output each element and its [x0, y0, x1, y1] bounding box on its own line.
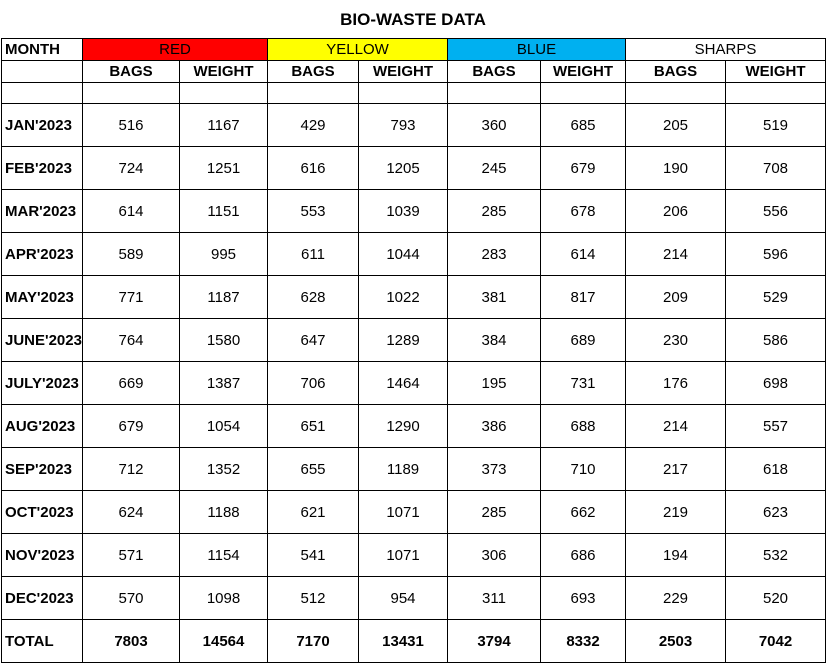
cell-yellow-bags[interactable]: 553 [268, 190, 359, 233]
header-red-bags[interactable]: BAGS [83, 61, 180, 83]
cell-sharps-weight[interactable]: 529 [726, 276, 826, 319]
cell-red-weight[interactable]: 1251 [180, 147, 268, 190]
cell-red-bags[interactable]: 571 [83, 534, 180, 577]
cell-yellow-weight[interactable]: 954 [359, 577, 448, 620]
header-category-blue[interactable]: BLUE [448, 39, 626, 61]
month-cell[interactable]: MAY'2023 [2, 276, 83, 319]
header-category-yellow[interactable]: YELLOW [268, 39, 448, 61]
cell-sharps-weight[interactable]: 556 [726, 190, 826, 233]
total-label-cell[interactable]: TOTAL [2, 620, 83, 663]
cell-red-weight[interactable]: 1167 [180, 104, 268, 147]
cell-blue-weight[interactable]: 731 [541, 362, 626, 405]
month-cell[interactable]: NOV'2023 [2, 534, 83, 577]
cell-yellow-bags[interactable]: 647 [268, 319, 359, 362]
cell-blue-bags[interactable]: 311 [448, 577, 541, 620]
cell-blue-bags[interactable]: 245 [448, 147, 541, 190]
cell-sharps-weight[interactable]: 623 [726, 491, 826, 534]
cell-blue-weight[interactable]: 693 [541, 577, 626, 620]
cell-blue-weight[interactable]: 685 [541, 104, 626, 147]
cell-yellow-bags[interactable]: 651 [268, 405, 359, 448]
cell-yellow-bags[interactable]: 541 [268, 534, 359, 577]
cell-red-weight[interactable]: 1387 [180, 362, 268, 405]
cell-blue-weight[interactable]: 678 [541, 190, 626, 233]
cell-yellow-bags[interactable]: 616 [268, 147, 359, 190]
header-blue-bags[interactable]: BAGS [448, 61, 541, 83]
blank-cell[interactable] [726, 83, 826, 104]
header-yellow-weight[interactable]: WEIGHT [359, 61, 448, 83]
cell-red-bags[interactable]: 771 [83, 276, 180, 319]
cell-sharps-bags[interactable]: 229 [626, 577, 726, 620]
cell-sharps-weight[interactable]: 596 [726, 233, 826, 276]
table-row [2, 276, 826, 319]
cell-red-weight[interactable]: 1151 [180, 190, 268, 233]
header-month-cell[interactable] [2, 39, 83, 61]
total-yellow-weight[interactable]: 13431 [359, 620, 448, 663]
cell-yellow-weight[interactable]: 1044 [359, 233, 448, 276]
total-red-bags[interactable]: 7803 [83, 620, 180, 663]
cell-blue-bags[interactable]: 285 [448, 491, 541, 534]
month-cell[interactable]: AUG'2023 [2, 405, 83, 448]
month-cell[interactable]: JULY'2023 [2, 362, 83, 405]
total-row [2, 620, 826, 663]
total-sharps-bags[interactable]: 2503 [626, 620, 726, 663]
cell-yellow-weight[interactable]: 1189 [359, 448, 448, 491]
table-row [2, 104, 826, 147]
header-red-weight[interactable]: WEIGHT [180, 61, 268, 83]
month-cell[interactable]: DEC'2023 [2, 577, 83, 620]
blank-cell[interactable] [83, 83, 180, 104]
blank-cell[interactable] [541, 83, 626, 104]
cell-yellow-weight[interactable]: 1022 [359, 276, 448, 319]
cell-sharps-bags[interactable]: 217 [626, 448, 726, 491]
cell-red-weight[interactable]: 1580 [180, 319, 268, 362]
cell-red-weight[interactable]: 1154 [180, 534, 268, 577]
cell-blue-bags[interactable]: 195 [448, 362, 541, 405]
header-yellow-bags[interactable]: BAGS [268, 61, 359, 83]
cell-yellow-weight[interactable]: 1464 [359, 362, 448, 405]
cell-yellow-bags[interactable]: 655 [268, 448, 359, 491]
month-cell[interactable]: MAR'2023 [2, 190, 83, 233]
cell-red-bags[interactable]: 679 [83, 405, 180, 448]
blank-cell[interactable] [2, 83, 83, 104]
cell-red-bags[interactable]: 614 [83, 190, 180, 233]
cell-yellow-bags[interactable]: 429 [268, 104, 359, 147]
blank-cell[interactable] [448, 83, 541, 104]
header-row-categories [2, 39, 826, 61]
cell-red-weight[interactable]: 1098 [180, 577, 268, 620]
cell-sharps-weight[interactable]: 708 [726, 147, 826, 190]
table-row [2, 319, 826, 362]
blank-spacer-row [2, 83, 826, 104]
month-cell[interactable]: JUNE'2023 [2, 319, 83, 362]
bio-waste-table [1, 38, 826, 663]
cell-red-bags[interactable]: 624 [83, 491, 180, 534]
table-row [2, 534, 826, 577]
header-sharps-bags[interactable]: BAGS [626, 61, 726, 83]
cell-red-weight[interactable]: 995 [180, 233, 268, 276]
cell-red-bags[interactable]: 570 [83, 577, 180, 620]
table-row [2, 491, 826, 534]
header-empty-cell[interactable] [2, 61, 83, 83]
cell-sharps-weight[interactable]: 532 [726, 534, 826, 577]
cell-red-bags[interactable]: 516 [83, 104, 180, 147]
cell-blue-bags[interactable]: 373 [448, 448, 541, 491]
cell-sharps-weight[interactable]: 586 [726, 319, 826, 362]
sheet-title: BIO-WASTE DATA [340, 10, 486, 29]
cell-sharps-bags[interactable]: 209 [626, 276, 726, 319]
cell-sharps-bags[interactable]: 176 [626, 362, 726, 405]
cell-red-bags[interactable]: 764 [83, 319, 180, 362]
cell-blue-weight[interactable]: 679 [541, 147, 626, 190]
table-row [2, 448, 826, 491]
cell-red-bags[interactable]: 669 [83, 362, 180, 405]
blank-cell[interactable] [268, 83, 359, 104]
cell-blue-bags[interactable]: 384 [448, 319, 541, 362]
month-cell[interactable]: APR'2023 [2, 233, 83, 276]
cell-yellow-bags[interactable]: 621 [268, 491, 359, 534]
table-row [2, 362, 826, 405]
blank-cell[interactable] [180, 83, 268, 104]
cell-blue-bags[interactable]: 285 [448, 190, 541, 233]
cell-red-bags[interactable]: 712 [83, 448, 180, 491]
cell-red-bags[interactable]: 724 [83, 147, 180, 190]
cell-sharps-weight[interactable]: 618 [726, 448, 826, 491]
total-red-weight[interactable]: 14564 [180, 620, 268, 663]
cell-yellow-weight[interactable]: 1071 [359, 534, 448, 577]
total-sharps-weight[interactable]: 7042 [726, 620, 826, 663]
cell-sharps-weight[interactable]: 519 [726, 104, 826, 147]
total-blue-bags[interactable]: 3794 [448, 620, 541, 663]
cell-red-bags[interactable]: 589 [83, 233, 180, 276]
month-cell[interactable]: JAN'2023 [2, 104, 83, 147]
table-row [2, 190, 826, 233]
blank-cell[interactable] [359, 83, 448, 104]
cell-yellow-bags[interactable]: 512 [268, 577, 359, 620]
blank-cell[interactable] [626, 83, 726, 104]
cell-sharps-bags[interactable]: 194 [626, 534, 726, 577]
cell-blue-bags[interactable]: 360 [448, 104, 541, 147]
cell-sharps-bags[interactable]: 214 [626, 405, 726, 448]
month-cell[interactable]: SEP'2023 [2, 448, 83, 491]
cell-sharps-bags[interactable]: 190 [626, 147, 726, 190]
cell-yellow-weight[interactable]: 1071 [359, 491, 448, 534]
cell-sharps-bags[interactable]: 219 [626, 491, 726, 534]
cell-blue-weight[interactable]: 710 [541, 448, 626, 491]
cell-yellow-weight[interactable]: 1039 [359, 190, 448, 233]
header-row-measures [2, 61, 826, 83]
cell-yellow-weight[interactable]: 1290 [359, 405, 448, 448]
cell-blue-weight[interactable]: 817 [541, 276, 626, 319]
cell-yellow-bags[interactable]: 611 [268, 233, 359, 276]
cell-red-weight[interactable]: 1352 [180, 448, 268, 491]
cell-sharps-bags[interactable]: 206 [626, 190, 726, 233]
header-blue-weight[interactable]: WEIGHT [541, 61, 626, 83]
cell-sharps-bags[interactable]: 214 [626, 233, 726, 276]
month-cell[interactable]: OCT'2023 [2, 491, 83, 534]
cell-yellow-weight[interactable]: 1205 [359, 147, 448, 190]
header-month-label: MONTH [5, 41, 60, 58]
cell-red-weight[interactable]: 1054 [180, 405, 268, 448]
cell-red-weight[interactable]: 1188 [180, 491, 268, 534]
cell-yellow-bags[interactable]: 706 [268, 362, 359, 405]
cell-blue-bags[interactable]: 283 [448, 233, 541, 276]
table-row [2, 147, 826, 190]
header-category-red[interactable]: RED [83, 39, 268, 61]
cell-blue-bags[interactable]: 306 [448, 534, 541, 577]
cell-blue-weight[interactable]: 689 [541, 319, 626, 362]
table-row [2, 577, 826, 620]
cell-sharps-weight[interactable]: 520 [726, 577, 826, 620]
cell-blue-bags[interactable]: 386 [448, 405, 541, 448]
header-sharps-weight[interactable]: WEIGHT [726, 61, 826, 83]
cell-blue-weight[interactable]: 686 [541, 534, 626, 577]
cell-yellow-weight[interactable]: 793 [359, 104, 448, 147]
cell-blue-weight[interactable]: 662 [541, 491, 626, 534]
cell-yellow-weight[interactable]: 1289 [359, 319, 448, 362]
month-cell[interactable]: FEB'2023 [2, 147, 83, 190]
total-blue-weight[interactable]: 8332 [541, 620, 626, 663]
cell-blue-weight[interactable]: 614 [541, 233, 626, 276]
table-row [2, 233, 826, 276]
cell-sharps-bags[interactable]: 230 [626, 319, 726, 362]
cell-blue-bags[interactable]: 381 [448, 276, 541, 319]
cell-sharps-weight[interactable]: 698 [726, 362, 826, 405]
cell-red-weight[interactable]: 1187 [180, 276, 268, 319]
header-category-sharps[interactable]: SHARPS [626, 39, 826, 61]
cell-sharps-bags[interactable]: 205 [626, 104, 726, 147]
cell-yellow-bags[interactable]: 628 [268, 276, 359, 319]
total-yellow-bags[interactable]: 7170 [268, 620, 359, 663]
cell-sharps-weight[interactable]: 557 [726, 405, 826, 448]
table-row [2, 405, 826, 448]
cell-blue-weight[interactable]: 688 [541, 405, 626, 448]
